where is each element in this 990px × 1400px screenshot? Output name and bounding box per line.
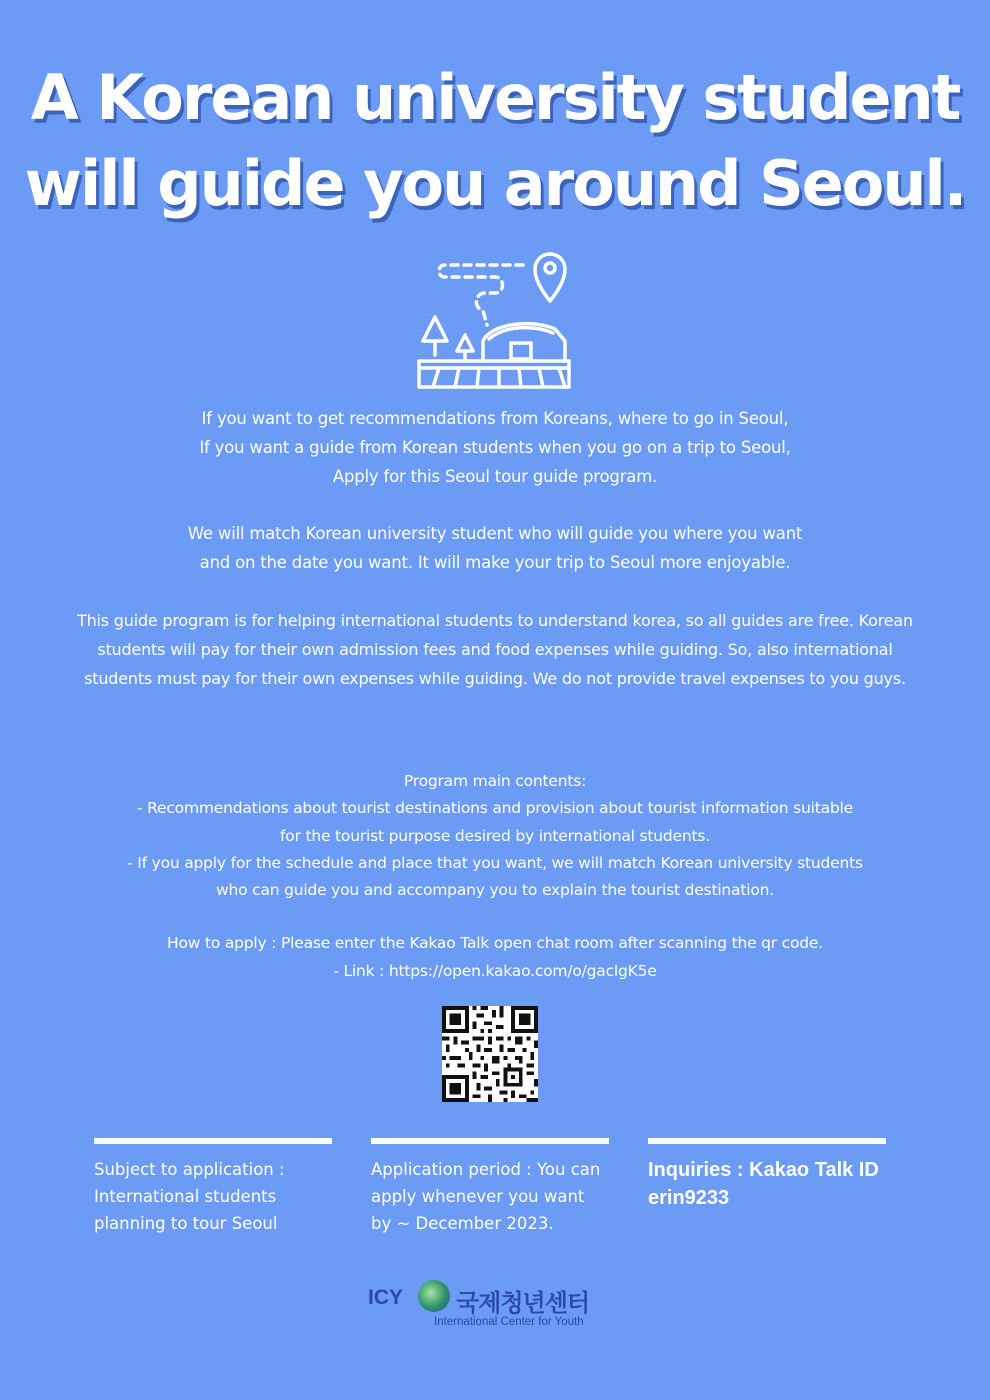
period-column [371, 1156, 621, 1237]
title-line-2: will guide you around Seoul. [24, 147, 966, 220]
title-line-1: A Korean university student [30, 61, 960, 134]
intro-line-2: If you want a guide from Korean students when you go on a trip to Seoul, [199, 438, 791, 457]
subject-line-1: Subject to application : [94, 1160, 285, 1179]
free-line-1: This guide program is for helping international students to understand korea, so all guides are free. Korean [77, 611, 913, 630]
match-paragraph [30, 519, 960, 577]
period-line-1: Application period : You can [371, 1160, 601, 1179]
contents-line-4: who can guide you and accompany you to explain the tourist destination. [216, 881, 774, 900]
contents-line-2: for the tourist purpose desired by international students. [280, 826, 710, 845]
free-paragraph [30, 606, 960, 693]
free-line-3: students must pay for their own expenses while guiding. We do not provide travel expenses to you guys. [84, 669, 906, 688]
inquiries-column [648, 1156, 898, 1212]
inquiries-line-2: erin9233 [648, 1187, 730, 1209]
contents-line-1: - Recommendations about tourist destinations and provision about tourist information suitable [137, 799, 853, 818]
logo-english: International Center for Youth [434, 1316, 584, 1328]
icy-logo [368, 1278, 628, 1338]
match-line-2: and on the date you want. It will make your trip to Seoul more enjoyable. [199, 553, 791, 572]
subject-column [94, 1156, 344, 1237]
free-line-2: students will pay for their own admission fees and food expenses while guiding. So, also international [97, 640, 893, 659]
inquiries-line-1: Inquiries : Kakao Talk ID [648, 1159, 879, 1181]
contents-line-3: - If you apply for the schedule and place that you want, we will match Korean university students [127, 853, 863, 872]
apply-line-1: How to apply : Please enter the Kakao Talk open chat room after scanning the qr code. [167, 934, 823, 952]
divider-bar-1 [94, 1138, 332, 1144]
intro-line-1: If you want to get recommendations from Koreans, where to go in Seoul, [201, 409, 789, 428]
logo-korean: 국제청년센터 [456, 1289, 590, 1317]
subject-line-2: International students [94, 1187, 277, 1206]
match-line-1: We will match Korean university student who will guide you where you want [187, 524, 803, 543]
subject-line-3: planning to tour Seoul [94, 1214, 278, 1233]
apply-section [30, 930, 960, 985]
period-line-2: apply whenever you want [371, 1187, 585, 1206]
apply-link[interactable]: - Link : https://open.kakao.com/o/gaclgK5e [333, 961, 657, 980]
page-title [0, 55, 990, 227]
qr-code[interactable] [442, 1006, 538, 1102]
period-line-3: by ~ December 2023. [371, 1214, 554, 1233]
contents-section [30, 768, 960, 904]
globe-icon [418, 1280, 450, 1312]
intro-paragraph [30, 404, 960, 491]
divider-bar-2 [371, 1138, 609, 1144]
divider-bar-3 [648, 1138, 886, 1144]
logo-abbr: ICY [368, 1286, 404, 1309]
intro-line-3: Apply for this Seoul tour guide program. [332, 467, 658, 486]
contents-heading: Program main contents: [403, 772, 587, 790]
map-route-house-icon [415, 245, 575, 395]
